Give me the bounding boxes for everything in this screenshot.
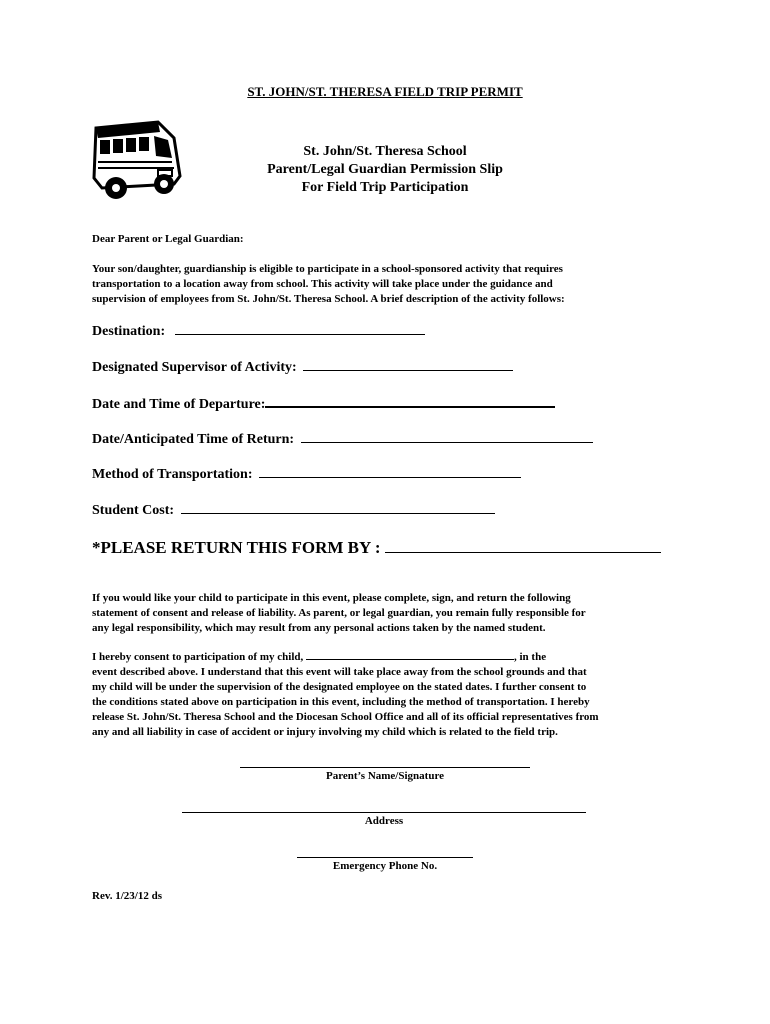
departure-label: Date and Time of Departure: [92, 397, 266, 412]
form-title: ST. JOHN/ST. THERESA FIELD TRIP PERMIT [247, 84, 523, 99]
departure-blank[interactable] [265, 395, 555, 408]
consent-intro-paragraph [92, 591, 692, 636]
consent-line: my child will be under the supervision of the designated employee on the stated dates. I further consent to [92, 681, 587, 693]
return-time-field[interactable] [92, 431, 593, 448]
intro-line: supervision of employees from St. John/St. Theresa School. A brief description of the activity follows: [92, 293, 565, 305]
return-time-label: Date/Anticipated Time of Return: [92, 432, 295, 447]
supervisor-label: Designated Supervisor of Activity: [92, 360, 297, 375]
return-by-label: *PLEASE RETURN THIS FORM BY : [92, 538, 381, 557]
consent-intro-line: If you would like your child to participate in this event, please complete, sign, and return the following [92, 592, 571, 604]
phone-line[interactable] [297, 857, 473, 858]
return-by-field[interactable] [92, 538, 661, 558]
revision-note: Rev. 1/23/12 ds [92, 890, 162, 902]
heading-line-1: St. John/St. Theresa School [303, 144, 467, 159]
transportation-blank[interactable] [259, 466, 521, 478]
consent-line: the conditions stated above on participation in this event, including the method of transportation. I hereby [92, 696, 590, 708]
destination-blank[interactable] [175, 323, 425, 335]
heading-line-3: For Field Trip Participation [301, 180, 469, 195]
consent-first-line [92, 650, 692, 665]
transportation-field[interactable] [92, 466, 521, 483]
salutation: Dear Parent or Legal Guardian: [92, 233, 244, 245]
cost-field[interactable] [92, 502, 495, 519]
return-time-blank[interactable] [301, 431, 593, 443]
consent-intro-line: any legal responsibility, which may result from any personal actions taken by the named student. [92, 622, 546, 634]
cost-blank[interactable] [181, 502, 495, 514]
parent-signature-line[interactable] [240, 767, 530, 768]
destination-field[interactable] [92, 323, 425, 340]
heading-line-2: Parent/Legal Guardian Permission Slip [267, 162, 503, 177]
destination-label: Destination: [92, 324, 166, 339]
consent-line: event described above. I understand that this event will take place away from the school grounds and that [92, 666, 587, 678]
intro-line: Your son/daughter, guardianship is eligible to participate in a school-sponsored activity that requires [92, 263, 563, 275]
consent-line: release St. John/St. Theresa School and the Diocesan School Office and all of its official representatives from [92, 711, 599, 723]
address-line[interactable] [182, 812, 586, 813]
consent-intro-line: statement of consent and release of liability. As parent, or legal guardian, you remain fully responsible for [92, 607, 586, 619]
transportation-label: Method of Transportation: [92, 467, 253, 482]
consent-paragraph [92, 650, 692, 740]
phone-label: Emergency Phone No. [332, 860, 438, 872]
departure-field[interactable] [92, 395, 555, 413]
return-by-blank[interactable] [385, 539, 661, 553]
supervisor-field[interactable] [92, 359, 513, 376]
intro-paragraph [92, 262, 692, 307]
address-label: Address [364, 815, 404, 827]
consent-first-b: , in the [514, 651, 547, 663]
child-name-blank[interactable] [306, 650, 514, 660]
parent-signature-label: Parent’s Name/Signature [325, 770, 445, 782]
intro-line: transportation to a location away from school. This activity will take place under the guidance and [92, 278, 553, 290]
consent-first-a: I hereby consent to participation of my child, [92, 651, 304, 663]
cost-label: Student Cost: [92, 503, 175, 518]
supervisor-blank[interactable] [303, 359, 513, 371]
consent-line: any and all liability in case of accident or injury involving my child which is related to the field trip. [92, 726, 558, 738]
